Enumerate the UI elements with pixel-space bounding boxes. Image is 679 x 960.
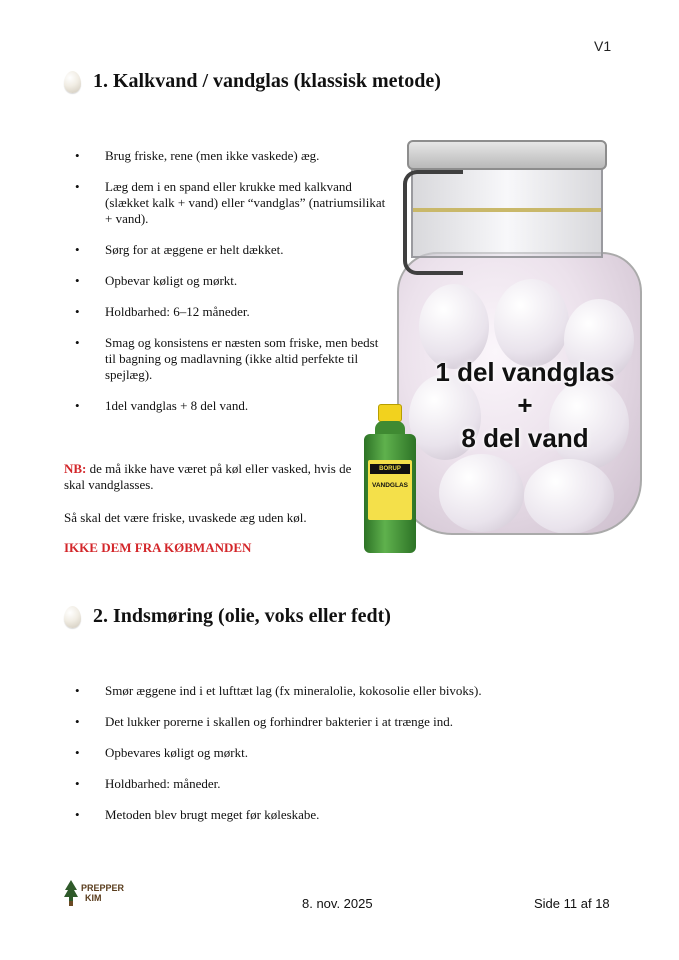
prepper-kim-logo xyxy=(64,880,124,906)
pine-tree-icon xyxy=(64,880,78,906)
bottle-cap xyxy=(378,404,402,422)
list-item: • Opbevar køligt og mørkt. xyxy=(72,273,392,289)
logo-line-1: PREPPER xyxy=(81,883,125,893)
list-item: • Opbevares køligt og mørkt. xyxy=(72,745,552,761)
fresh-eggs-note: Så skal det være friske, uvaskede æg uden køl. xyxy=(64,510,307,525)
warning-text: IKKE DEM FRA KØBMANDEN xyxy=(64,540,252,555)
list-item: • Smag og konsistens er næsten som friske, men bedst til bagning og madlavning (ikke altid perfekte til spejlæg). xyxy=(72,335,392,383)
logo-text xyxy=(81,883,124,903)
egg-jar-image xyxy=(395,140,655,535)
jar-lid xyxy=(407,140,607,170)
nb-text: de må ikke have været på køl eller vasked, hvis de skal vandglasses. xyxy=(64,461,352,492)
jar-clasp xyxy=(403,170,463,275)
section-2-title: 2. Indsmøring (olie, voks eller fedt) xyxy=(93,605,391,627)
jar-caption-line-3: 8 del vand xyxy=(461,423,589,453)
list-item: • Det lukker porerne i skallen og forhindrer bakterier i at trænge ind. xyxy=(72,714,552,730)
list-item: • Holdbarhed: måneder. xyxy=(72,776,552,792)
egg-icon xyxy=(64,71,81,93)
footer-page-number: Side 11 af 18 xyxy=(534,896,610,911)
footer-date: 8. nov. 2025 xyxy=(302,896,373,911)
list-item: • Holdbarhed: 6–12 måneder. xyxy=(72,304,392,320)
section-1-bullet-list xyxy=(72,148,392,429)
list-item: • Brug friske, rene (men ikke vaskede) æg. xyxy=(72,148,392,164)
bottle-brand: BORUP xyxy=(370,464,410,474)
nb-note xyxy=(64,461,364,493)
list-item: • Smør æggene ind i et lufttæt lag (fx mineralolie, kokosolie eller bivoks). xyxy=(72,683,552,699)
logo-line-2: KIM xyxy=(85,893,102,903)
list-item: • Læg dem i en spand eller krukke med kalkvand (slækket kalk + vand) eller “vandglas” (natriumsilikat + vand). xyxy=(72,179,392,227)
egg-icon xyxy=(64,606,81,628)
vandglas-bottle-image xyxy=(364,404,416,553)
jar-caption xyxy=(395,356,655,455)
jar-caption-line-1: 1 del vandglas xyxy=(435,357,615,387)
nb-label: NB: xyxy=(64,461,87,476)
section-1-title: 1. Kalkvand / vandglas (klassisk metode) xyxy=(93,70,441,92)
jar-caption-line-2: + xyxy=(517,390,533,420)
section-2-heading xyxy=(64,605,391,628)
list-item: • Metoden blev brugt meget før køleskabe. xyxy=(72,807,552,823)
list-item: • Sørg for at æggene er helt dækket. xyxy=(72,242,392,258)
list-item: • 1del vandglas + 8 del vand. xyxy=(72,398,392,414)
section-2-bullet-list xyxy=(72,683,552,838)
section-1-heading xyxy=(64,70,441,93)
version-label: V1 xyxy=(594,38,612,54)
bottle-product: VANDGLAS xyxy=(372,482,408,489)
